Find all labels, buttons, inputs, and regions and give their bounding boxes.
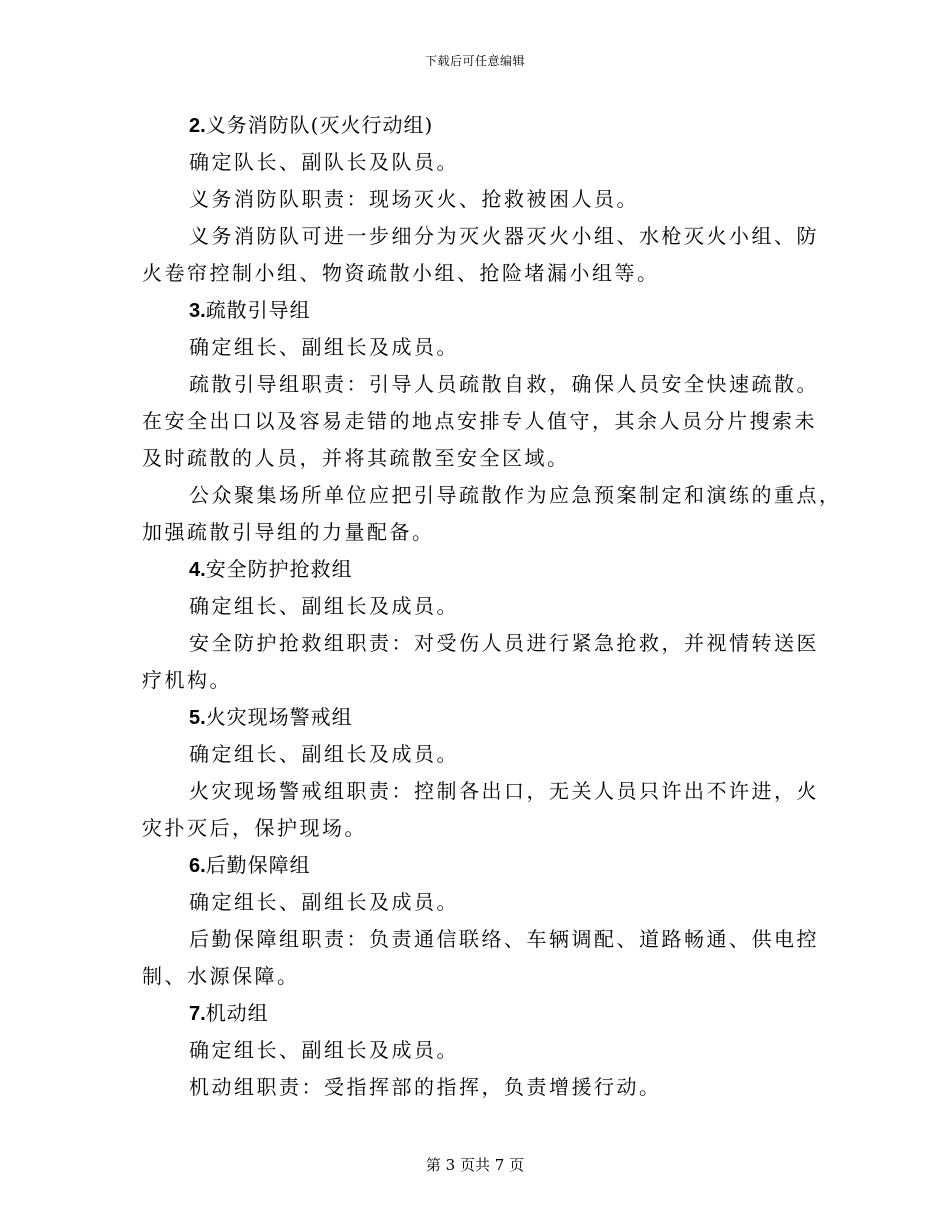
section-number: 4. (189, 559, 206, 581)
paragraph-line: 制、水源保障。 (142, 964, 300, 988)
section-title: 后勤保障组 (205, 853, 311, 877)
section-number: 6. (189, 855, 206, 877)
section-heading (142, 551, 807, 588)
paragraph-line: 确定组长、副组长及成员。 (189, 594, 459, 618)
section-heading (142, 699, 807, 736)
section-title: 安全防护抢救组 (205, 557, 353, 581)
paragraph-line: 义务消防队职责：现场灭火、抢救被困人员。 (189, 187, 639, 211)
section-title: 义务消防队(灭火行动组) (205, 113, 434, 137)
paragraph-line: 在安全出口以及容易走错的地点安排专人值守，其余人员分片搜索未 (142, 409, 817, 433)
paragraph-line: 疏散引导组职责：引导人员疏散自救，确保人员安全快速疏散。 (189, 372, 819, 396)
paragraph-line: 后勤保障组职责：负责通信联络、车辆调配、道路畅通、供电控 (189, 927, 819, 951)
paragraph-line: 安全防护抢救组职责：对受伤人员进行紧急抢救，并视情转送医 (189, 631, 819, 655)
paragraph-line: 公众聚集场所单位应把引导疏散作为应急预案制定和演练的重点， (189, 483, 842, 507)
paragraph-line: 及时疏散的人员，并将其疏散至安全区域。 (142, 446, 570, 470)
document-body (142, 107, 842, 1106)
section-number: 2. (189, 115, 206, 137)
page-header: 下载后可任意编辑 (424, 54, 525, 68)
paragraph-line: 疗机构。 (142, 668, 232, 692)
section-number: 3. (189, 300, 206, 322)
paragraph-line: 义务消防队可进一步细分为灭火器灭火小组、水枪灭火小组、防 (189, 224, 819, 248)
paragraph-line: 确定组长、副组长及成员。 (189, 1038, 459, 1062)
paragraph-line: 加强疏散引导组的力量配备。 (142, 520, 435, 544)
paragraph-line: 确定组长、副组长及成员。 (189, 335, 459, 359)
paragraph-line: 确定组长、副组长及成员。 (189, 890, 459, 914)
section-number: 7. (189, 1003, 206, 1025)
section-heading (142, 107, 807, 144)
section-title: 疏散引导组 (205, 298, 311, 322)
paragraph-line: 确定组长、副组长及成员。 (189, 742, 459, 766)
section-title: 机动组 (205, 1001, 269, 1025)
section-heading (142, 847, 807, 884)
section-heading (142, 292, 807, 329)
page-footer: 第 3 页共 7 页 (425, 1156, 525, 1174)
section-number: 5. (189, 707, 206, 729)
paragraph-line: 机动组职责：受指挥部的指挥，负责增援行动。 (189, 1075, 662, 1099)
paragraph-line: 火卷帘控制小组、物资疏散小组、抢险堵漏小组等。 (142, 261, 660, 285)
paragraph-line: 确定队长、副队长及队员。 (189, 150, 459, 174)
paragraph-line: 火灾现场警戒组职责：控制各出口，无关人员只许出不许进，火 (189, 779, 819, 803)
section-heading (142, 995, 807, 1032)
section-title: 火灾现场警戒组 (205, 705, 353, 729)
paragraph-line: 灾扑灭后，保护现场。 (142, 816, 367, 840)
